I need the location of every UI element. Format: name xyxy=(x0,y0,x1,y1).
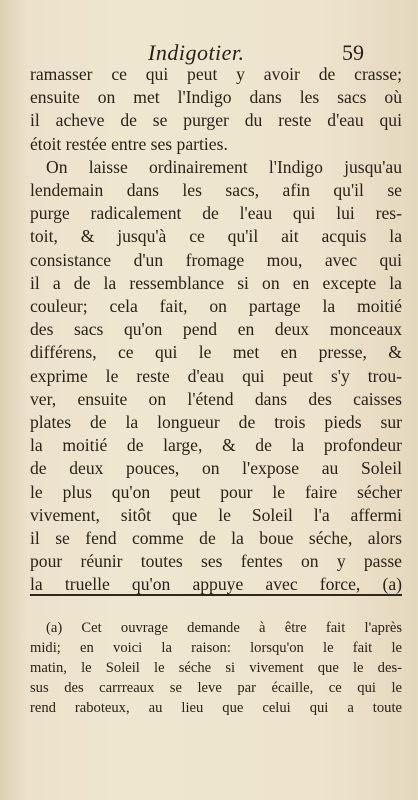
body-line: ver, ensuite on l'étend dans des caisses xyxy=(30,388,402,409)
body-line: toit, & jusqu'à ce qu'il ait acquis la xyxy=(30,226,402,247)
body-line: ramasser ce qui peut y avoir de crasse; xyxy=(30,64,402,84)
page-number: 59 xyxy=(342,40,364,65)
body-line: étoit restée entre ses parties. xyxy=(30,133,228,154)
footnote-line: matin, le Soleil le séche si vivement que le des- xyxy=(30,660,402,676)
body-text xyxy=(30,63,402,597)
footnote xyxy=(30,618,402,718)
running-head xyxy=(0,40,418,64)
running-head-title: Indigotier. xyxy=(148,40,245,65)
body-line: différens, ce qui le met en presse, & xyxy=(30,342,402,363)
body-line: consistance d'un fromage mou, avec qui xyxy=(30,249,402,270)
body-line: On laisse ordinairement l'Indigo jusqu'au xyxy=(46,156,402,177)
body-line: il se fend comme de la boue séche, alors xyxy=(30,528,402,549)
body-line: la moitié de large, & de la profondeur xyxy=(30,435,402,456)
body-line: il a de la ressemblance si on en excepte la xyxy=(30,272,402,293)
footnote-divider xyxy=(30,594,402,596)
body-line: le plus qu'on peut pour le faire sécher xyxy=(30,481,402,502)
body-line: de deux pouces, on l'expose au Soleil xyxy=(30,458,402,479)
body-line: lendemain dans les sacs, afin qu'il se xyxy=(30,180,402,201)
body-line: la truelle qu'on appuye avec force, (a) xyxy=(30,574,402,595)
body-line: pour réunir toutes ses fentes on y passe xyxy=(30,551,402,572)
body-line: couleur; cela fait, on partage la moitié xyxy=(30,296,402,317)
footnote-line: sus des carrreaux se leve par écaille, ce qui le xyxy=(30,680,402,696)
body-line: exprime le reste d'eau qui peut s'y trou- xyxy=(30,365,402,386)
body-line: vivement, sitôt que le Soleil l'a affermi xyxy=(30,504,402,525)
footnote-line: midi; en voici la raison: lorsqu'on le fait le xyxy=(30,640,402,656)
body-line: des sacs qu'on pend en deux monceaux xyxy=(30,319,402,340)
body-line: ensuite on met l'Indigo dans les sacs où xyxy=(30,87,402,108)
footnote-line: rend raboteux, au lieu que celui qui a toute xyxy=(30,700,402,716)
body-line: plates de la longueur de trois pieds sur xyxy=(30,412,402,433)
footnote-line: (a) Cet ouvrage demande à être fait l'après xyxy=(46,620,402,636)
body-line: il acheve de se purger du reste d'eau qui xyxy=(30,110,402,131)
body-line: purge radicalement de l'eau qui lui res- xyxy=(30,203,402,224)
